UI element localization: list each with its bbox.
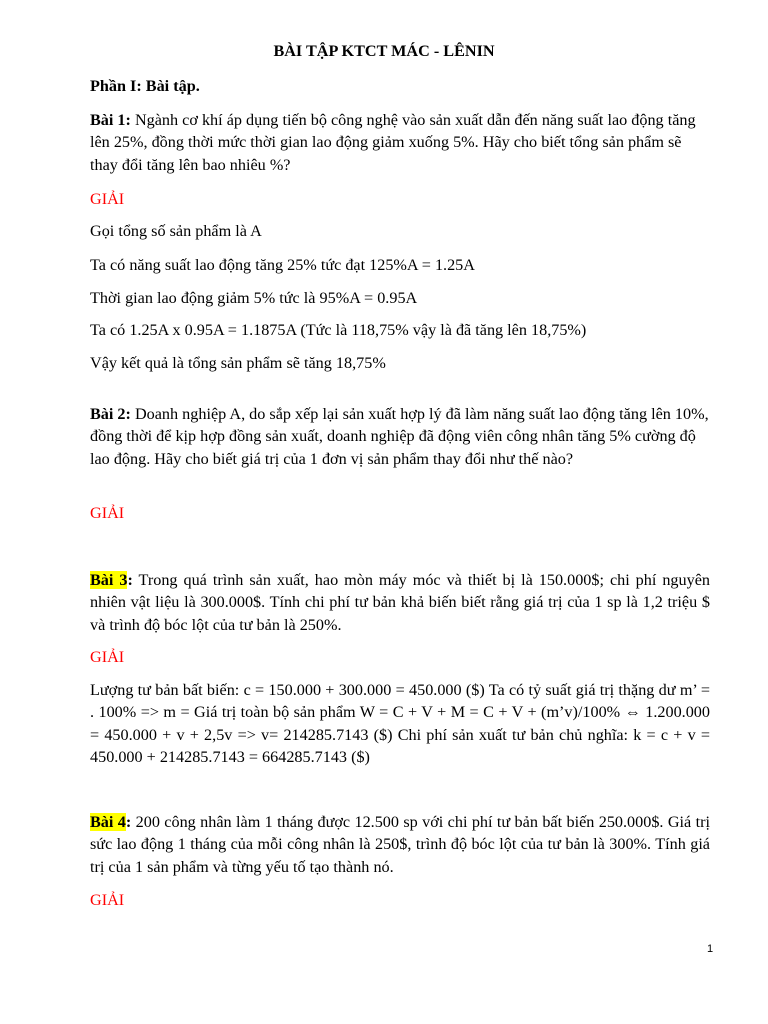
exercise-2-label: Bài 2: (90, 405, 131, 423)
exercise-1-solution-line-1: Gọi tổng số sản phẩm là A (90, 222, 262, 240)
exercise-4-label-colon: : (125, 813, 132, 831)
exercise-1-solution-line-5: Vậy kết quả là tổng sản phẩm sẽ tăng 18,75% (90, 354, 386, 372)
exercise-1-solution-line-4: Ta có 1.25A x 0.95A = 1.1875A (Tức là 118,75% vậy là đã tăng lên 18,75%) (90, 321, 587, 339)
exercise-4 (90, 811, 710, 878)
exercise-1-solution-label: GIẢI (90, 190, 125, 208)
page-number: 1 (706, 943, 714, 955)
exercise-1-text: Ngành cơ khí áp dụng tiến bộ công nghệ vào sản xuất dẫn đến năng suất lao động tăng lên 25%, đồng thời mức thời gian lao động giảm xuống 5%. Hãy cho biết tổng sản phẩm sẽ thay đổi tăng lên bao nhiêu %? (90, 111, 696, 174)
exercise-3-solution: Lượng tư bản bất biến: c = 150.000 + 300.000 = 450.000 ($) Ta có tỷ suất giá trị thặng dư m’ = . 100% => m = Giá trị toàn bộ sản phẩm W = C + V + M = C + V + (m’v)/100% ⇔ 1.200.000 = 450.000 + v + 2,5v => v= 214285.7143 ($) Chi phí sản xuất tư bản chủ nghĩa: k = c + v = 450.000 + 214285.7143 = 664285.7143 ($) (90, 681, 710, 766)
section-heading: Phần I: Bài tập. (90, 77, 200, 95)
exercise-3-solution-label: GIẢI (90, 648, 125, 666)
exercise-1 (90, 109, 710, 176)
exercise-1-label: Bài 1: (90, 111, 131, 129)
exercise-2 (90, 403, 710, 470)
exercise-2-text: Doanh nghiệp A, do sắp xếp lại sản xuất hợp lý đã làm năng suất lao động tăng lên 10%, đồng thời để kịp hợp đồng sản xuất, doanh nghiệp đã động viên công nhân tăng 5% cường độ lao động. Hãy cho biết giá trị của 1 đơn vị sản phẩm thay đổi như thế nào? (90, 405, 709, 468)
exercise-3-label-colon: : (127, 571, 133, 589)
exercise-1-solution-line-2: Ta có năng suất lao động tăng 25% tức đạt 125%A = 1.25A (90, 256, 475, 274)
exercise-3 (90, 569, 710, 636)
exercise-4-solution-label: GIẢI (90, 891, 125, 909)
exercise-1-solution-line-3: Thời gian lao động giảm 5% tức là 95%A = 0.95A (90, 289, 418, 307)
exercise-4-label: Bài 4 (90, 813, 126, 831)
exercise-3-label: Bài 3 (90, 571, 128, 589)
document-title: BÀI TẬP KTCT MÁC - LÊNIN (273, 42, 495, 60)
exercise-2-solution-label: GIẢI (90, 504, 125, 522)
exercise-4-text: 200 công nhân làm 1 tháng được 12.500 sp với chi phí tư bản bất biến 250.000$. Giá trị sức lao động 1 tháng của mỗi công nhân là 250$, trình độ bóc lột của tư bản là 300%. Tính giá trị của 1 sản phẩm và từng yếu tố tạo thành nó. (90, 813, 710, 876)
exercise-3-text: Trong quá trình sản xuất, hao mòn máy móc và thiết bị là 150.000$; chi phí nguyên nhiên vật liệu là 300.000$. Tính chi phí tư bản khả biến biết rằng giá trị của 1 sp là 1,2 triệu $ và trình độ bóc lột của tư bản là 250%. (90, 571, 710, 634)
